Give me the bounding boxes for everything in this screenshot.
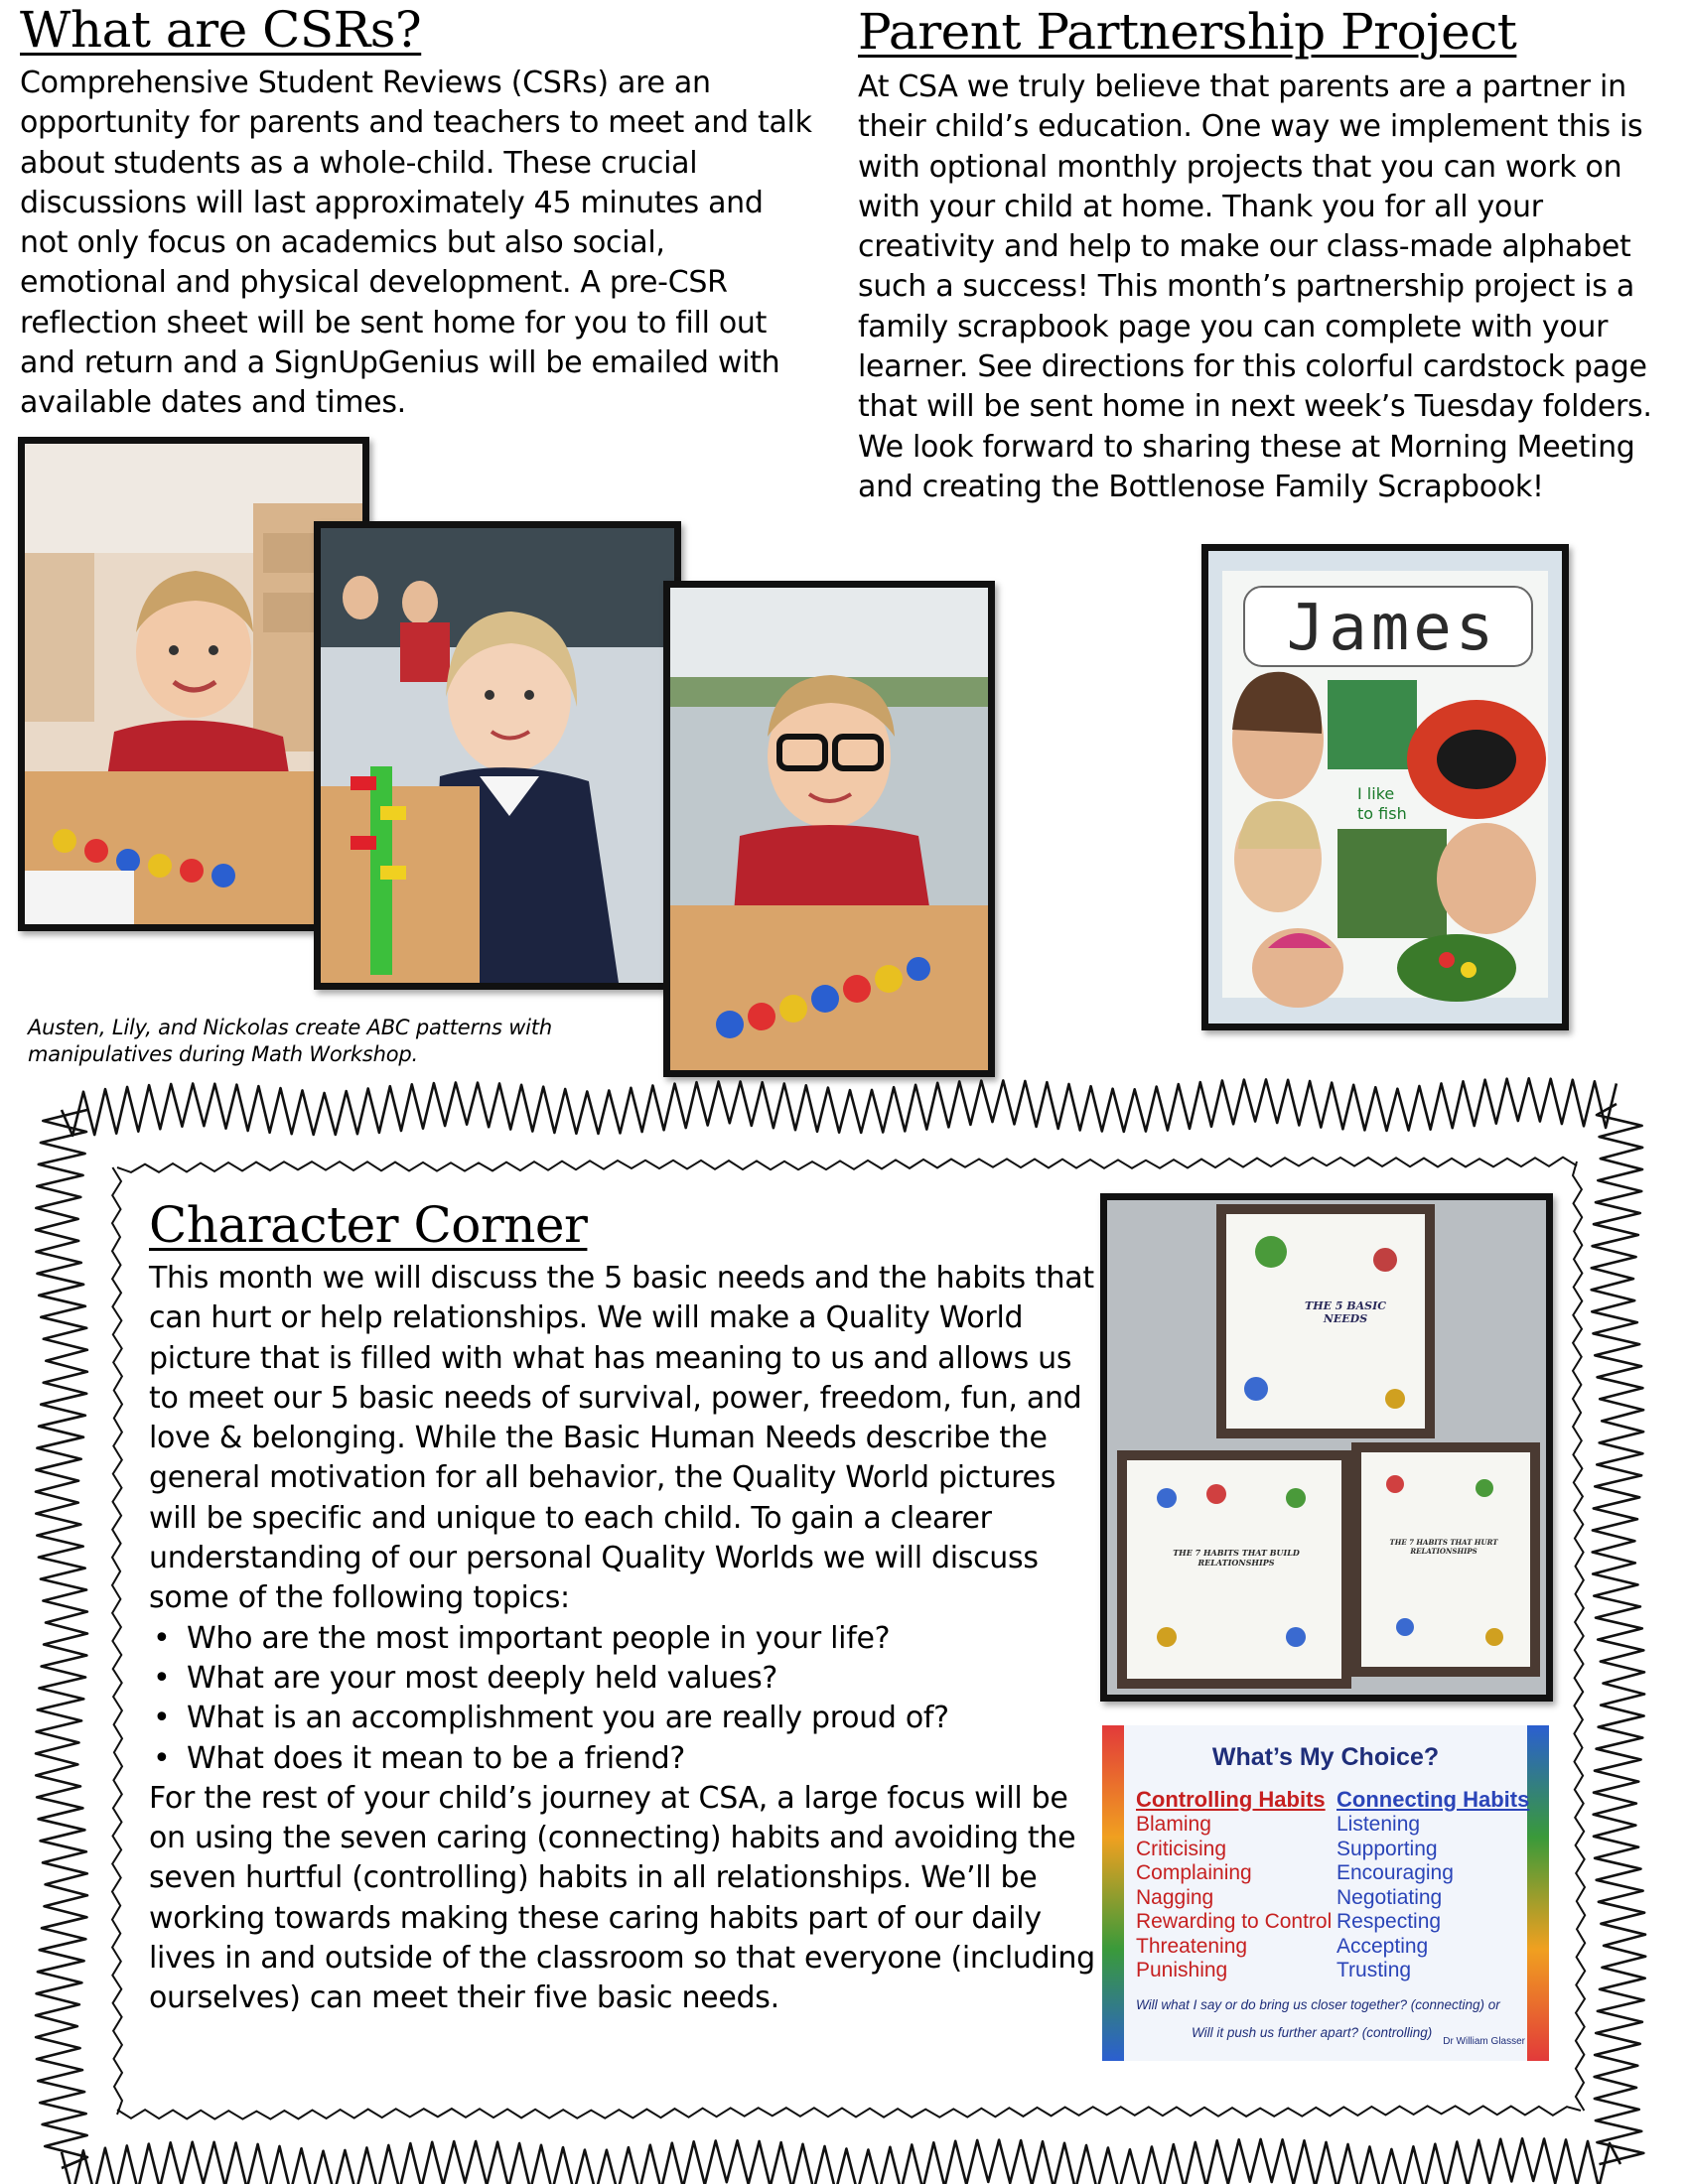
partnership-heading: Parent Partnership Project xyxy=(858,3,1517,61)
list-item: Punishing xyxy=(1136,1959,1228,1981)
photo-caption: Austen, Lily, and Nickolas create ABC patterns with manipulatives during Math Workshop. xyxy=(28,1016,552,1066)
character-intro: This month we will discuss the 5 basic needs and the habits that can hurt or help relationships. We will make a Quality World picture that is filled with what has meaning to us and allows us to meet our 5 basic needs of survival, power, freedom, fun, and love & belonging. While the Basic Human Needs describe the general motivation for all behavior, the Quality World pictures will be specific and unique to each child. To gain a clearer understanding of our personal Quality Worlds we will discuss some of the following topics: xyxy=(149,1261,1094,1616)
poster-basic-needs: THE 5 BASIC NEEDS xyxy=(1305,1299,1386,1325)
habits-choice-card xyxy=(1102,1725,1549,2061)
list-item: • What are your most deeply held values? xyxy=(149,1659,1102,1699)
poster-habits-build: THE 7 HABITS THAT BUILD RELATIONSHIPS xyxy=(1173,1548,1300,1568)
scrapbook-name: James xyxy=(1286,592,1498,665)
controlling-heading: Controlling Habits xyxy=(1136,1787,1326,1812)
rainbow-stripe xyxy=(1527,1725,1549,2061)
list-item: Accepting xyxy=(1336,1934,1429,1958)
connecting-heading: Connecting Habits xyxy=(1336,1787,1530,1812)
list-item: Negotiating xyxy=(1336,1885,1443,1909)
svg-text:to fish: to fish xyxy=(1357,804,1407,823)
list-item: Listening xyxy=(1336,1813,1421,1836)
list-item: Respecting xyxy=(1336,1910,1442,1933)
csr-heading: What are CSRs? xyxy=(20,1,422,59)
list-item: Criticising xyxy=(1136,1837,1227,1860)
choice-question-controlling: Will it push us further apart? (controlling) xyxy=(1192,2025,1433,2040)
posters-photo xyxy=(1100,1193,1553,1702)
list-item: Trusting xyxy=(1336,1959,1412,1981)
list-item: Threatening xyxy=(1136,1934,1248,1958)
character-heading: Character Corner xyxy=(149,1196,588,1254)
rainbow-stripe xyxy=(1102,1725,1124,2061)
choice-title: What’s My Choice? xyxy=(1211,1743,1440,1771)
list-item: • What does it mean to be a friend? xyxy=(149,1739,1102,1779)
partnership-body: At CSA we truly believe that parents are a partner in their child’s education. One way we implement this is with optional monthly projects that you can work on with your child at home. Thank you for all your creativity and help to make our class-made alphabet such a success! This month’s partnership project is a family scrapbook page you can complete with your learner. See directions for this colorful cardstock page that will be sent home in next week’s Tuesday folders. We look forward to sharing these at Morning Meeting and creating the Bottlenose Family Scrapbook! xyxy=(858,69,1652,504)
list-item: Nagging xyxy=(1136,1885,1214,1909)
list-item: Rewarding to Control xyxy=(1136,1910,1333,1933)
choice-author: Dr William Glasser xyxy=(1443,2036,1525,2047)
list-item: Blaming xyxy=(1136,1813,1211,1836)
list-item: Complaining xyxy=(1136,1861,1252,1884)
list-item: • Who are the most important people in your life? xyxy=(149,1619,1102,1659)
list-item: Supporting xyxy=(1336,1837,1438,1860)
choice-question-connecting: Will what I say or do bring us closer together? (connecting) or xyxy=(1136,1997,1500,2012)
list-item: Encouraging xyxy=(1336,1861,1454,1884)
character-body xyxy=(149,1259,1102,2019)
connecting-habits-list xyxy=(1336,1813,1454,1983)
list-item: • What is an accomplishment you are really proud of? xyxy=(149,1699,1102,1738)
svg-text:I like: I like xyxy=(1357,784,1395,803)
controlling-habits-list xyxy=(1136,1813,1332,1983)
csr-body: Comprehensive Student Reviews (CSRs) are an opportunity for parents and teachers to meet and talk about students as a whole-child. These crucial discussions will last approximately 45 minutes and not only focus on academics but also social, emotional and physical development. A pre-CSR reflection sheet will be sent home for you to fill out and return and a SignUpGenius will be emailed with available dates and times. xyxy=(20,66,812,421)
discussion-topics-list xyxy=(149,1619,1102,1779)
poster-habits-hurt: THE 7 HABITS THAT HURT RELATIONSHIPS xyxy=(1389,1538,1498,1556)
character-closing: For the rest of your child’s journey at CSA, a large focus will be on using the seven caring (connecting) habits and avoiding the seven hurtful (controlling) habits in all relationships. We’ll be working towards making these caring habits part of our daily lives in and outside of the classroom so that everyone (including ourselves) can meet their five basic needs. xyxy=(149,1780,1095,2016)
